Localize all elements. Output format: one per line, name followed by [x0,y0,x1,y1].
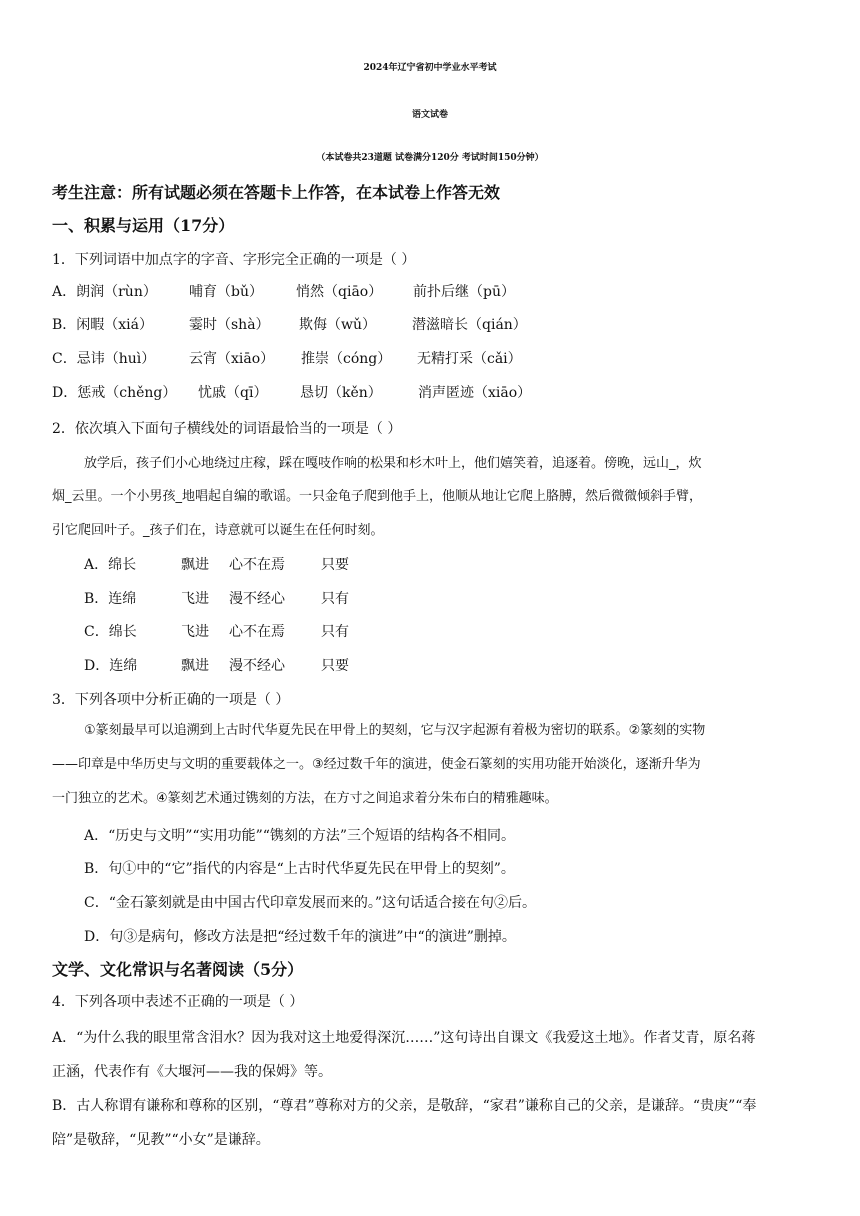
option-word: C．绵长 [84,624,137,640]
question-2-stem: 2．依次填入下面句子横线处的词语最恰当的一项是（ ） [52,421,402,437]
option-word: 无精打采（cǎi） [417,351,522,367]
exam-notice: 考生注意：所有试题必须在答题卡上作答，在本试卷上作答无效 [52,183,501,202]
question-4-option-line: A．“为什么我的眼里常含泪水？因为我对这土地爱得深沉……”这句诗出自课文《我爱这土地》。作者艾青，原名蒋 [52,1030,756,1046]
question-4-stem: 4．下列各项中表述不正确的一项是（ ） [52,994,304,1010]
option-word: 漫不经心 [229,591,285,607]
option-word: 飘进 [181,557,209,573]
question-1-option-c [52,349,522,369]
option-word: 漫不经心 [229,658,285,674]
option-word: 忧戚（qī） [198,385,268,401]
option-word: 心不在焉 [229,557,285,573]
option-word: 霎时（shà） [189,317,270,333]
question-2-option-c [84,622,349,642]
option-word: 前扑后继（pū） [413,284,515,300]
question-3-option-a: A．“历史与文明”“实用功能”“镌刻的方法”三个短语的结构各不相同。 [84,828,516,844]
option-word: 云宵（xiāo） [189,351,275,367]
question-2-option-a [84,555,349,575]
option-word: D．惩戒（chěng） [52,385,177,401]
option-word: C．忌讳（huì） [52,351,156,367]
option-word: 飞进 [181,591,209,607]
question-2-passage-line: 引它爬回叶子。_孩子们在，诗意就可以诞生在任何时刻。 [52,523,384,538]
option-word: 哺育（bǔ） [189,284,263,300]
question-1-stem: 1．下列词语中加点字的字音、字形完全正确的一项是（ ） [52,252,416,268]
option-word: 只要 [321,557,349,573]
question-2-option-d [84,656,349,676]
question-3-option-d: D．句③是病句，修改方法是把“经过数千年的演进”中“的演进”删掉。 [84,929,516,945]
option-word: B．连绵 [84,591,137,607]
question-3-option-c: C．“金石篆刻就是由中国古代印章发展而来的。”这句话适合接在句②后。 [84,895,537,911]
question-1-option-a [52,282,515,302]
option-word: 只有 [321,624,349,640]
option-word: 只有 [321,591,349,607]
question-3-stem: 3．下列各项中分析正确的一项是（ ） [52,692,290,708]
question-2-option-b [84,589,349,609]
option-word: 推崇（cóng） [301,351,392,367]
exam-subtitle: 语文试卷 [411,110,448,120]
section-heading-2: 文学、文化常识与名著阅读（5分） [52,960,304,979]
option-word: B．闲暇（xiá） [52,317,154,333]
option-word: 悄然（qiāo） [296,284,383,300]
question-4-option-line: 陪”是敬辞，“见教”“小女”是谦辞。 [52,1132,270,1148]
question-1-option-d [52,383,531,403]
question-3-passage-line: ——印章是中华历史与文明的重要载体之一。③经过数千年的演进，使金石篆刻的实用功能开始淡化，逐渐升华为 [52,757,701,772]
question-2-passage-line: 放学后，孩子们小心地绕过庄稼，踩在嘎吱作响的松果和杉木叶上，他们嬉笑着，追逐着。傍晚，远山_，炊 [84,456,702,471]
option-word: A．绵长 [84,557,137,573]
option-word: A．朗润（rùn） [52,284,157,300]
option-word: 欺侮（wǔ） [299,317,376,333]
question-4-option-line: 正涵，代表作有《大堰河——我的保姆》等。 [52,1064,332,1080]
option-word: 飘进 [181,658,209,674]
question-1-option-b [52,315,527,335]
section-heading-1: 一、积累与运用（17分） [52,216,235,235]
option-word: 飞进 [181,624,209,640]
option-word: 只要 [321,658,349,674]
option-word: D．连绵 [84,658,138,674]
question-3-option-b: B．句①中的“它”指代的内容是“上古时代华夏先民在甲骨上的契刻”。 [84,861,515,877]
exam-info: （本试卷共23道题 试卷满分120分 考试时间150分钟） [316,153,544,163]
question-3-passage-line: 一门独立的艺术。④篆刻艺术通过镌刻的方法，在方寸之间追求着分朱布白的精雅趣味。 [52,791,558,806]
question-2-passage-line: 烟_云里。一个小男孩_地唱起自编的歌谣。一只金龟子爬到他手上，他顺从地让它爬上胳膊，然后微微倾斜手臂， [52,489,703,504]
question-3-passage-line: ①篆刻最早可以追溯到上古时代华夏先民在甲骨上的契刻，它与汉字起源有着极为密切的联系。②篆刻的实物 [84,723,706,738]
option-word: 潜滋暗长（qián） [412,317,527,333]
exam-title: 2024年辽宁省初中学业水平考试 [363,63,497,73]
option-word: 消声匿迹（xiāo） [418,385,532,401]
option-word: 心不在焉 [229,624,285,640]
option-word: 恳切（kěn） [300,385,382,401]
question-4-option-line: B．古人称谓有谦称和尊称的区别，“尊君”尊称对方的父亲，是敬辞，“家君”谦称自己的父亲，是谦辞。“贵庚”“奉 [52,1098,757,1114]
